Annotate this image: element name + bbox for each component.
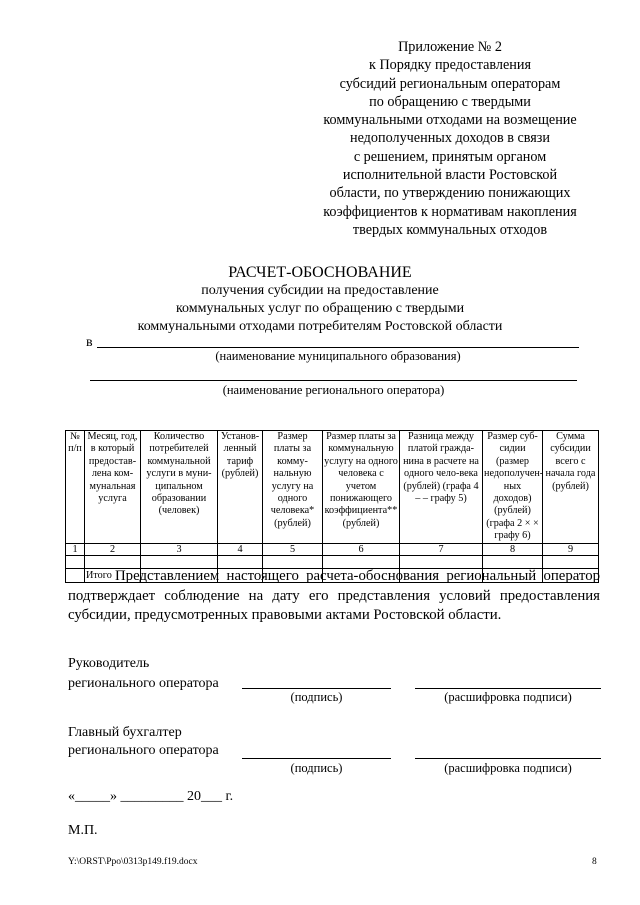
operator-caption: (наименование регионального оператора) (222, 383, 445, 397)
header-cell: Размер платы за комму-нальную услугу на одного человека* (рублей) (263, 431, 323, 544)
column-number: 3 (141, 543, 218, 555)
accountant-sign-caption: (подпись) (290, 761, 343, 775)
accountant-role-line2: регионального оператора (68, 743, 219, 758)
accountant-role-line1: Главный бухгалтер (68, 725, 182, 740)
head-role-line1: Руководитель (68, 656, 150, 671)
header-cell: Месяц, год, в который предостав-лена ком-мунальная услуга (85, 431, 141, 544)
column-number: 1 (66, 543, 85, 555)
paragraph-line: субсидии, предусмотренных правовыми актами Ростовской области. (68, 607, 502, 623)
accountant-decode-line[interactable] (415, 758, 601, 759)
column-number: 7 (400, 543, 483, 555)
appendix-line: недополученных доходов в связи (349, 130, 550, 147)
appendix-line: к Порядку предоставления (369, 57, 531, 74)
column-number: 5 (263, 543, 323, 555)
total-label: Итого (85, 568, 141, 582)
head-role-line2: регионального оператора (68, 676, 219, 691)
appendix-line: твердых коммунальных отходов (352, 221, 548, 238)
document-subtitle (0, 282, 640, 336)
appendix-line: области, по утверждению понижающих (329, 185, 571, 202)
column-number: 4 (218, 543, 263, 555)
header-cell: Сумма субсидии всего с начала года (рублей) (543, 431, 599, 544)
appendix-line: с решением, принятым органом (353, 148, 547, 165)
document-title: РАСЧЕТ-ОБОСНОВАНИЕ (228, 264, 412, 281)
header-cell: Размер платы за коммунальную услугу на одного человека с учетом понижающего коэффициента** (рублей) (323, 431, 400, 544)
subtitle-line: коммунальных услуг по обращению с твердыми (175, 301, 465, 316)
column-number: 8 (483, 543, 543, 555)
operator-fill-line[interactable] (90, 380, 577, 381)
appendix-line: коммунальными отходами на возмещение (323, 112, 577, 129)
date-line[interactable]: «_____» _________ 20___ г. (68, 789, 234, 804)
subtitle-line: получения субсидии на предоставление (201, 283, 439, 298)
table-header-row (66, 431, 599, 544)
municipality-fill-line[interactable] (97, 347, 579, 348)
accountant-signature-line[interactable] (242, 758, 391, 759)
header-cell: Размер суб-сидии (размер недополучен-ных доходов) (рублей) (графа 2 × × графу 6) (484, 431, 544, 542)
column-number: 6 (323, 543, 400, 555)
column-number: 2 (85, 543, 141, 555)
column-number-row (66, 543, 599, 555)
header-cell: Разница между платой гражда-нина в расчете на одного чело-века (рублей) (графа 4 – – графу 5) (400, 431, 483, 544)
header-cell: Количество потребителей коммунальной услуги в муни-ципальном образовании (человек) (141, 431, 218, 544)
accountant-decode-caption: (расшифровка подписи) (444, 761, 572, 775)
column-number: 9 (543, 543, 599, 555)
stamp-placeholder: М.П. (68, 823, 98, 838)
confirmation-paragraph (68, 567, 600, 626)
appendix-block (300, 38, 600, 239)
appendix-line: Приложение № 2 (398, 39, 502, 55)
header-cell: № п/п (66, 431, 85, 544)
header-cell: Установ-ленный тариф (рублей) (218, 431, 263, 544)
paragraph-line: подтверждает соблюдение на дату его представления условий предоставления (68, 587, 600, 604)
calculation-table (65, 430, 599, 583)
in-prefix: в (86, 335, 93, 350)
head-signature-line[interactable] (242, 688, 391, 689)
footer-file-path: Y:\ORST\Ppo\0313p149.f19.docx (68, 857, 198, 867)
head-sign-caption: (подпись) (290, 690, 343, 704)
municipality-caption: (наименование муниципального образования) (215, 349, 461, 363)
appendix-line: субсидий региональным операторам (339, 75, 561, 92)
head-decode-line[interactable] (415, 688, 601, 689)
paragraph-line: Представлением настоящего расчета-обоснования региональный оператор (115, 568, 600, 584)
appendix-line: исполнительной власти Ростовской (342, 167, 558, 184)
appendix-line: по обращению с твердыми (369, 93, 531, 110)
subtitle-line: коммунальными отходами потребителям Ростовской области (137, 319, 503, 334)
page-number: 8 (592, 857, 597, 867)
appendix-line: коэффициентов к нормативам накопления (323, 203, 577, 220)
head-decode-caption: (расшифровка подписи) (444, 690, 572, 704)
